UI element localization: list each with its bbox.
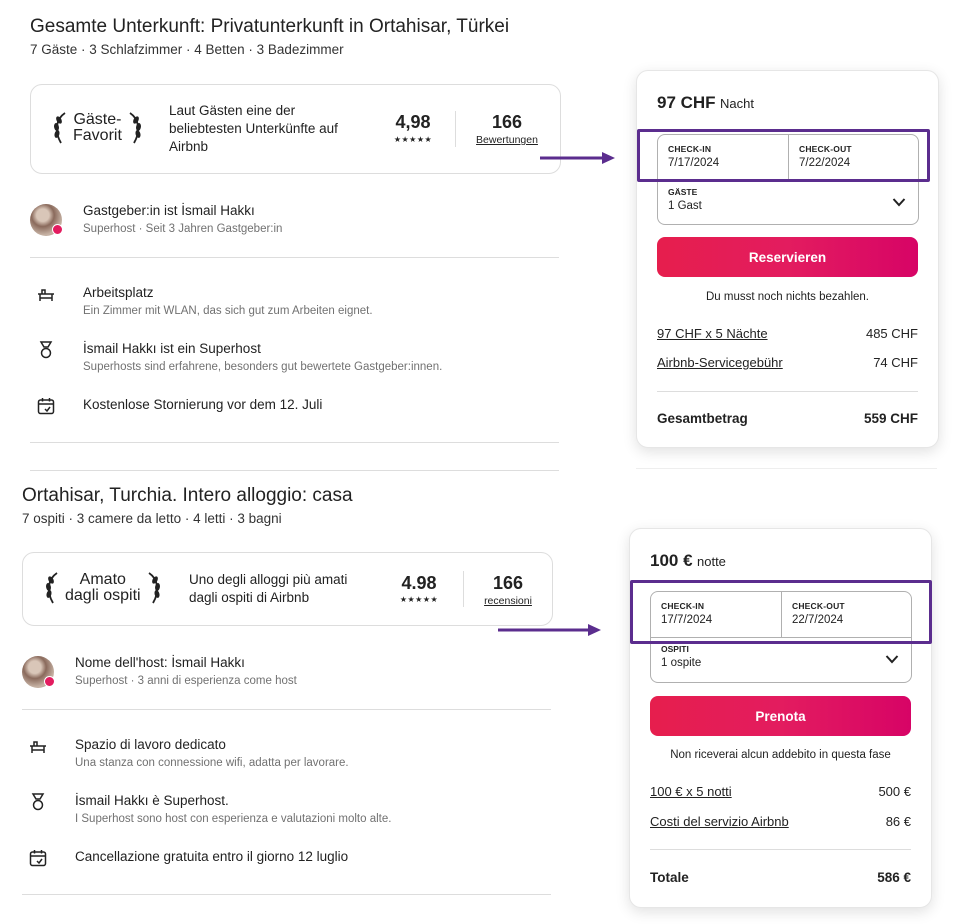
divider	[636, 468, 937, 469]
rating-value: 4.98	[401, 573, 437, 593]
no-charge-note: Du musst noch nichts bezahlen.	[705, 291, 869, 303]
checkout-label: CHECK-OUT	[799, 144, 852, 154]
arrow-right-icon	[540, 151, 616, 165]
feature-title: İsmail Hakkı è Superhost.	[75, 793, 229, 808]
checkout-value: 22/7/2024	[792, 614, 844, 626]
review-count: 166	[492, 573, 524, 593]
nightly-price	[650, 551, 726, 571]
nightly-total-value: 485 CHF	[865, 326, 918, 341]
dates-highlight-box	[630, 580, 932, 644]
guests-value: 1 ospite	[661, 657, 702, 669]
laurel-right-icon	[124, 111, 144, 145]
guests-select[interactable]	[657, 179, 919, 225]
reserve-button[interactable]: Reservieren	[657, 237, 918, 277]
feature-title: İsmail Hakkı ist ein Superhost	[83, 341, 261, 356]
host-name: Nome dell'host: İsmail Hakkı	[75, 655, 245, 670]
feature-title: Cancellazione gratuita entro il giorno 12 luglio	[75, 849, 349, 864]
favorite-description: Uno degli alloggi più amati dagli ospiti di Airbnb	[189, 572, 348, 605]
host-subtitle: Superhost · 3 anni di esperienza come host	[75, 675, 297, 687]
desk-icon	[36, 285, 56, 305]
laurel-left-icon	[43, 571, 63, 605]
divider	[30, 442, 559, 443]
checkin-label: CHECK-IN	[661, 601, 705, 611]
laurel-left-icon	[51, 111, 71, 145]
guest-favorite-card	[30, 84, 561, 174]
checkin-value: 17/7/2024	[661, 614, 713, 626]
favorite-description: Laut Gästen eine der beliebtesten Unterkünfte auf Airbnb	[169, 103, 338, 154]
checkout-label: CHECK-OUT	[792, 601, 845, 611]
medal-icon	[28, 792, 48, 812]
superhost-badge-icon	[52, 224, 63, 235]
price-unit: Nacht	[720, 96, 754, 111]
feature-description: I Superhost sono host con esperienza e valutazioni molto alte.	[75, 813, 392, 825]
price-unit: notte	[697, 554, 726, 569]
feature-description: Ein Zimmer mit WLAN, das sich gut zum Arbeiten eignet.	[83, 305, 373, 317]
laurel-right-icon	[143, 571, 163, 605]
medal-icon	[36, 340, 56, 360]
favorite-label-line2: dagli ospiti	[65, 587, 141, 604]
feature-description: Superhosts sind erfahrene, besonders gut bewertete Gastgeber:innen.	[83, 361, 443, 373]
dates-highlight-box	[637, 129, 930, 182]
checkout-value: 7/22/2024	[799, 157, 851, 169]
favorite-label-line1: Amato	[79, 571, 126, 588]
calendar-icon	[36, 396, 56, 416]
feature-title: Arbeitsplatz	[83, 285, 154, 300]
feature-title: Kostenlose Stornierung vor dem 12. Juli	[83, 397, 323, 412]
chevron-down-icon	[885, 654, 899, 664]
guests-value: 1 Gast	[668, 200, 702, 212]
reviews-link[interactable]: recensioni	[484, 595, 532, 607]
service-fee-value: 74 CHF	[873, 355, 918, 370]
reserve-button[interactable]: Prenota	[650, 696, 911, 736]
divider	[455, 111, 456, 147]
superhost-badge-icon	[44, 676, 55, 687]
nightly-total-label[interactable]: 100 € x 5 notti	[650, 784, 732, 799]
checkin-label: CHECK-IN	[668, 144, 712, 154]
no-charge-note: Non riceverai alcun addebito in questa fase	[670, 749, 891, 761]
guest-favorite-badge	[43, 571, 163, 605]
chevron-down-icon	[892, 197, 906, 207]
rating-value: 4,98	[395, 112, 431, 132]
service-fee-value: 86 €	[885, 814, 911, 829]
nightly-total-label[interactable]: 97 CHF x 5 Nächte	[657, 326, 768, 341]
booking-card	[636, 70, 939, 448]
divider	[463, 571, 464, 607]
total-label: Gesamtbetrag	[657, 411, 748, 426]
divider	[657, 391, 918, 392]
favorite-label-line2: Favorit	[73, 127, 122, 144]
reviews-link[interactable]: Bewertungen	[476, 134, 538, 146]
calendar-icon	[28, 848, 48, 868]
checkin-value: 7/17/2024	[668, 157, 720, 169]
rating-stars: ★★★★★	[399, 595, 439, 604]
guests-label: OSPITI	[661, 644, 689, 654]
total-value: 559 CHF	[863, 411, 918, 426]
divider	[30, 470, 559, 471]
page-title: Ortahisar, Turchia. Intero alloggio: casa	[22, 485, 353, 506]
rating-stars: ★★★★★	[393, 135, 433, 144]
divider	[30, 257, 559, 258]
price-amount: 100 €	[650, 551, 693, 570]
feature-description: Una stanza con connessione wifi, adatta per lavorare.	[75, 757, 349, 769]
service-fee-label[interactable]: Costi del servizio Airbnb	[650, 814, 789, 829]
favorite-label-line1: Gäste-	[73, 111, 122, 128]
arrow-right-icon	[498, 623, 602, 637]
nightly-total-value: 500 €	[878, 784, 911, 799]
guests-label: GÄSTE	[668, 187, 698, 197]
price-amount: 97 CHF	[657, 93, 716, 112]
guest-favorite-card	[22, 552, 553, 626]
listing-summary: 7 ospiti · 3 camere da letto · 4 letti · 3 bagni	[22, 511, 282, 526]
host-subtitle: Superhost · Seit 3 Jahren Gastgeber:in	[83, 223, 283, 235]
total-value: 586 €	[877, 870, 911, 885]
divider	[22, 709, 551, 710]
desk-icon	[28, 737, 48, 757]
divider	[650, 849, 911, 850]
host-name: Gastgeber:in ist İsmail Hakkı	[83, 203, 255, 218]
guest-favorite-badge	[51, 111, 144, 145]
listing-summary: 7 Gäste · 3 Schlafzimmer · 4 Betten · 3 Badezimmer	[30, 42, 344, 57]
divider	[22, 894, 551, 895]
nightly-price	[657, 93, 754, 113]
feature-title: Spazio di lavoro dedicato	[75, 737, 226, 752]
total-label: Totale	[650, 870, 689, 885]
review-count: 166	[491, 112, 523, 132]
page-title: Gesamte Unterkunft: Privatunterkunft in Ortahisar, Türkei	[30, 16, 510, 37]
service-fee-label[interactable]: Airbnb-Servicegebühr	[657, 355, 783, 370]
